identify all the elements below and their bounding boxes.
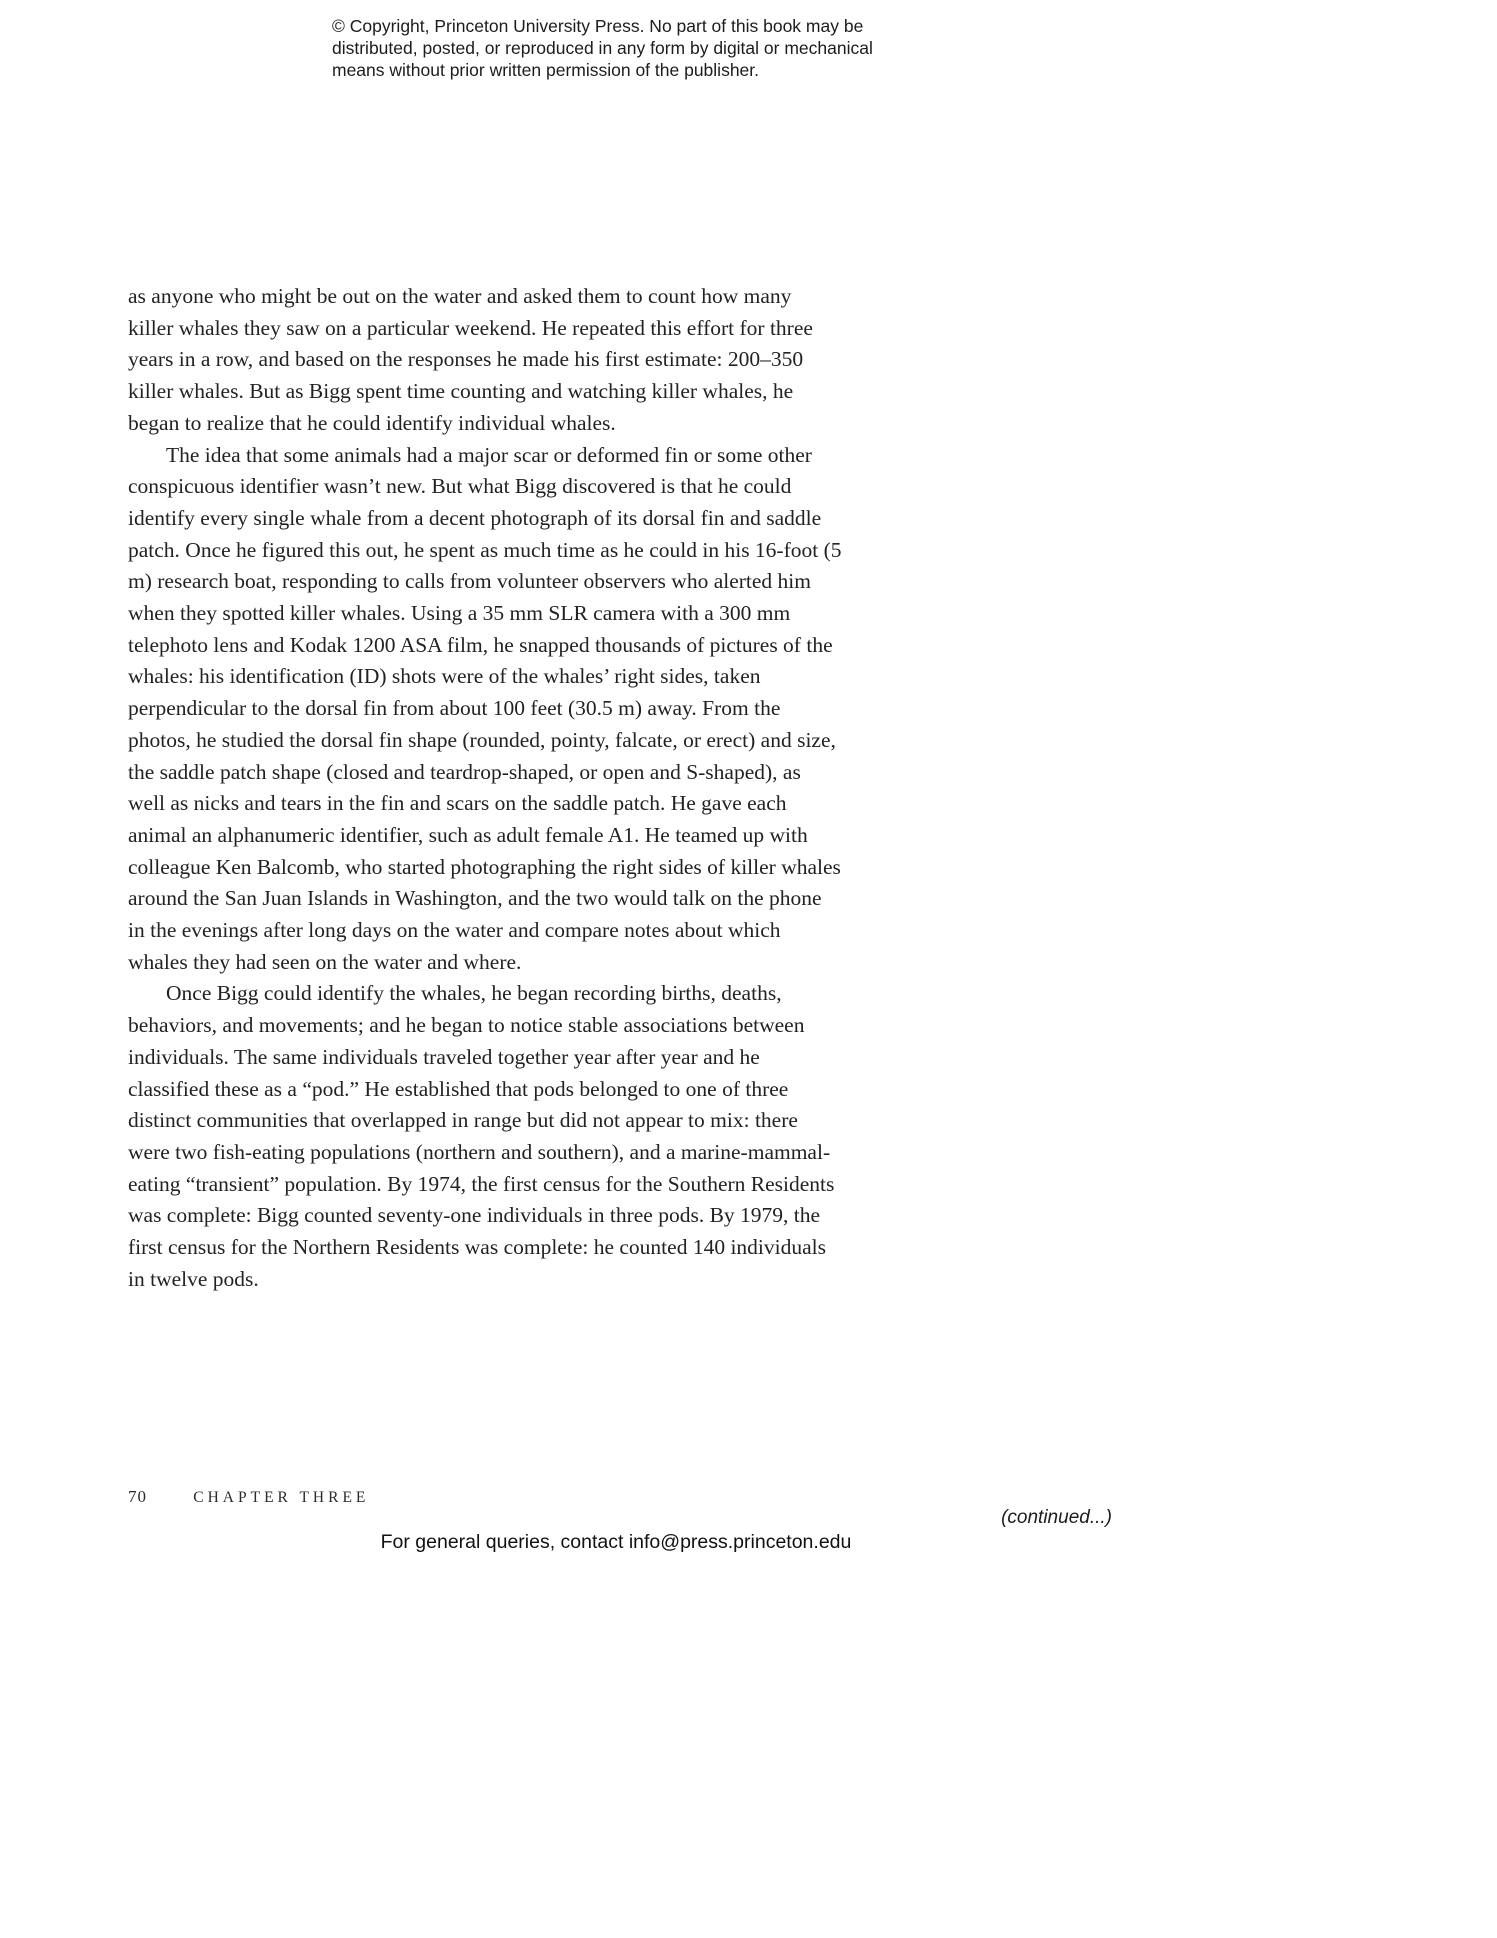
- body-paragraph: The idea that some animals had a major scar or deformed fin or some other conspicuous identifier wasn’t new. But what Bigg discovered is that he could identify every single whale from a decent photograph of its dorsal fin and saddle patch. Once he figured this out, he spent as much time as he could in his 16-foot (5 m) research boat, responding to calls from volunteer observers who alerted him when they spotted killer whales. Using a 35 mm SLR camera with a 300 mm telephoto lens and Kodak 1200 ASA film, he snapped thousands of pictures of the whales: his identification (ID) shots were of the whales’ right sides, taken perpendicular to the dorsal fin from about 100 feet (30.5 m) away. From the photos, he studied the dorsal fin shape (rounded, pointy, falcate, or erect) and size, the saddle patch shape (closed and teardrop-shaped, or open and S-shaped), as well as nicks and tears in the fin and scars on the saddle patch. He gave each animal an alphanumeric identifier, such as adult female A1. He teamed up with colleague Ken Balcomb, who started photographing the right sides of killer whales around the San Juan Islands in Washington, and the two would talk on the phone in the evenings after long days on the water and compare notes about which whales they had seen on the water and where.: [128, 442, 842, 974]
- page-number: 70: [128, 1487, 147, 1506]
- chapter-label: CHAPTER THREE: [193, 1489, 370, 1506]
- body-paragraph: Once Bigg could identify the whales, he began recording births, deaths, behaviors, and movements; and he began to notice stable associations between individuals. The same individuals traveled together year after year and he classified these as a “pod.” He established that pods belonged to one of three distinct communities that overlapped in range but did not appear to mix: there were two fish-eating populations (northern and southern), and a marine-mammal-eating “transient” population. By 1974, the first census for the Southern Residents was complete: Bigg counted seventy-one individuals in three pods. By 1979, the first census for the Northern Residents was complete: he counted 140 individuals in twelve pods.: [128, 981, 835, 1291]
- page-footer: [128, 1487, 369, 1507]
- body-paragraph: as anyone who might be out on the water and asked them to count how many killer whales they saw on a particular weekend. He repeated this effort for three years in a row, and based on the responses he made his first estimate: 200–350 killer whales. But as Bigg spent time counting and watching killer whales, he began to realize that he could identify individual whales.: [128, 284, 813, 435]
- copyright-notice: © Copyright, Princeton University Press. No part of this book may be distributed, posted, or reproduced in any form by digital or mechanical means without prior written permission of the publisher.: [332, 16, 873, 80]
- body-text-block: [128, 281, 842, 1296]
- contact-line: For general queries, contact info@press.princeton.edu: [380, 1531, 852, 1553]
- continued-note: (continued...): [1001, 1507, 1112, 1528]
